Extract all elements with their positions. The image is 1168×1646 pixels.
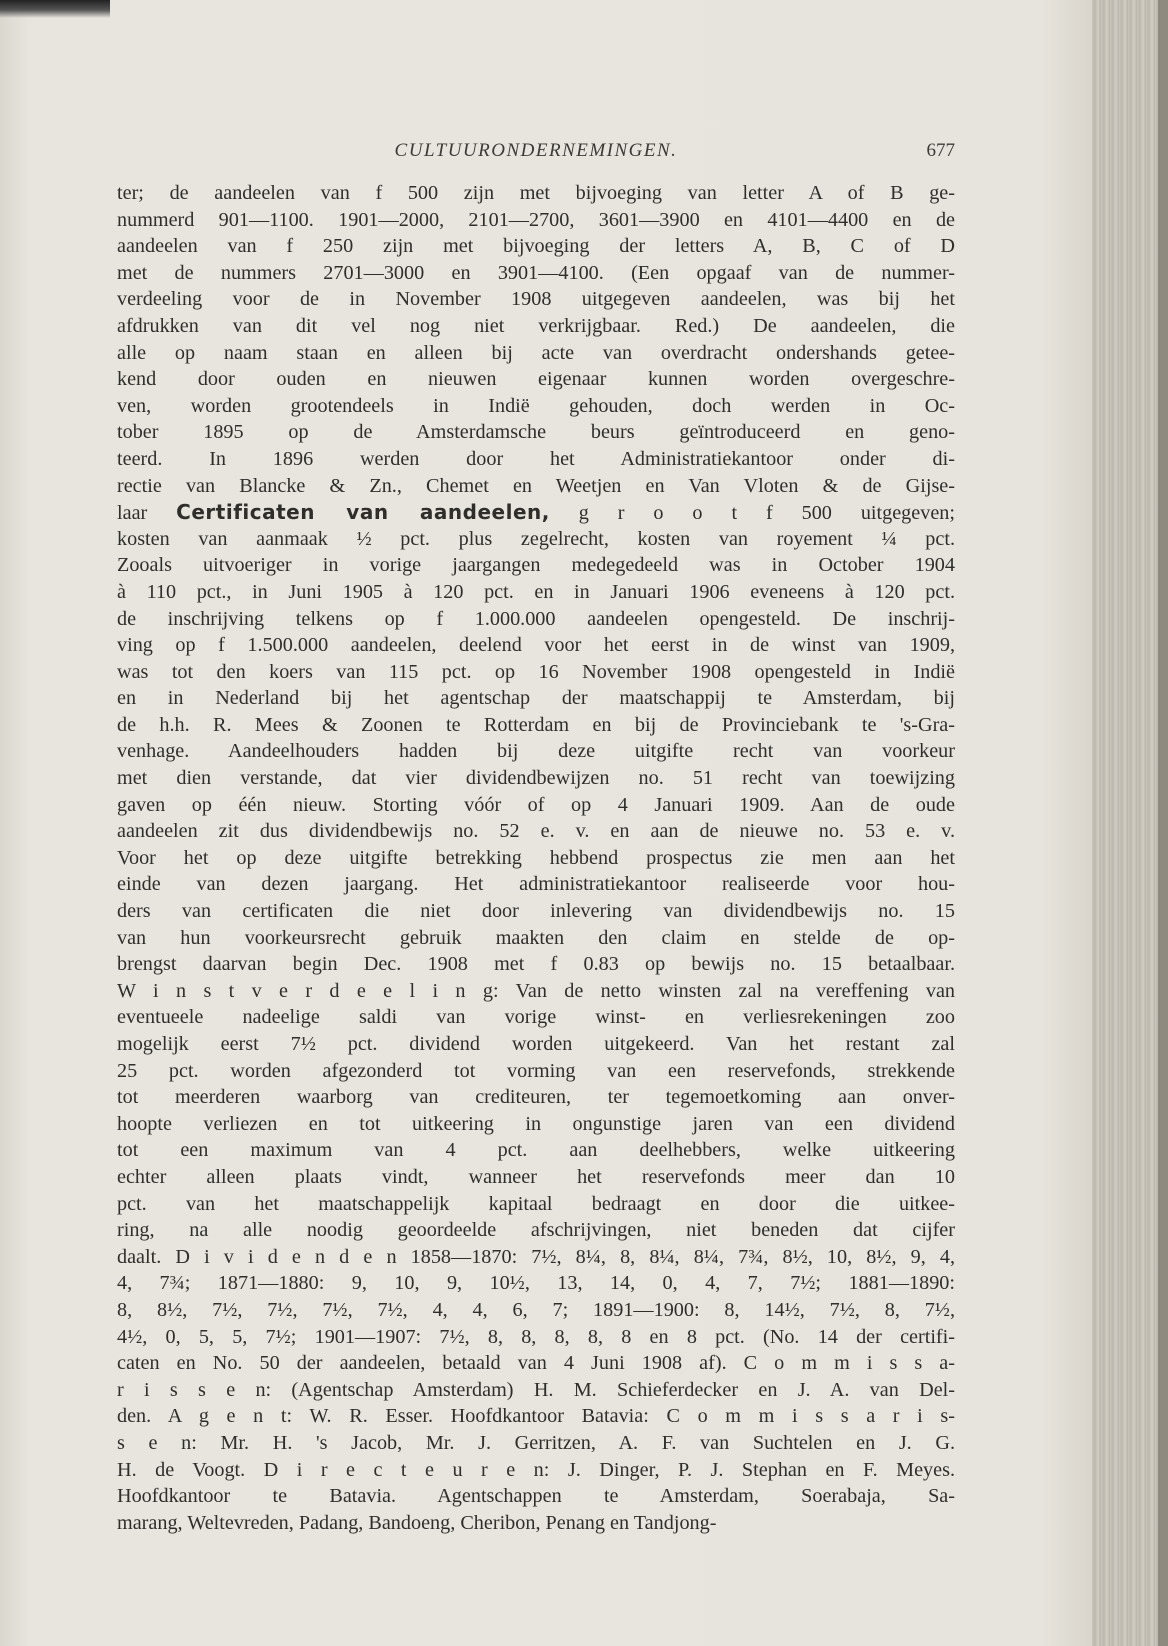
- text-line: marang, Weltevreden, Padang, Bandoeng, Cheribon, Penang en Tandjong-: [117, 1511, 717, 1534]
- text-line: daalt. D i v i d e n d e n 1858—1870: 7½, 8¼, 8, 8¼, 8¼, 7¾, 8½, 10, 8½, 9, 4,: [117, 1245, 955, 1268]
- text-line: aandeelen zit dus dividendbewijs no. 52 e. v. en aan de nieuwe no. 53 e. v.: [117, 820, 955, 843]
- text-line: met de nummers 2701—3000 en 3901—4100. (Een opgaaf van de nummer-: [117, 261, 955, 284]
- text-line: pct. van het maatschappelijk kapitaal bedraagt en door die uitkee-: [117, 1192, 955, 1215]
- text-line: brengst daarvan begin Dec. 1908 met f 0.83 op bewijs no. 15 betaalbaar.: [117, 953, 955, 976]
- running-header: [117, 140, 955, 166]
- text-line: rectie van Blancke & Zn., Chemet en Weetjen en Van Vloten & de Gijse-: [117, 474, 955, 497]
- text-line: à 110 pct., in Juni 1905 à 120 pct. en in Januari 1906 eveneens à 120 pct.: [117, 580, 955, 603]
- text-line: Voor het op deze uitgifte betrekking hebbend prospectus zie men aan het: [117, 846, 955, 869]
- text-line: gaven op één nieuw. Storting vóór of op 4 Januari 1909. Aan de oude: [117, 793, 955, 816]
- text-line: s e n: Mr. H. 's Jacob, Mr. J. Gerritzen, A. F. van Suchtelen en J. G.: [117, 1431, 955, 1454]
- text-line: 4, 7¾; 1871—1880: 9, 10, 9, 10½, 13, 14, 0, 4, 7, 7½; 1881—1890:: [117, 1272, 955, 1295]
- certificate-line-suffix: g r o o t f 500 uitgegeven;: [549, 502, 955, 525]
- text-line: de h.h. R. Mees & Zoonen te Rotterdam en bij de Provinciebank te 's-Gra-: [117, 713, 955, 736]
- text-line: van hun voorkeursrecht gebruik maakten den claim en stelde de op-: [117, 926, 955, 949]
- text-line: aandeelen van f 250 zijn met bijvoeging der letters A, B, C of D: [117, 235, 955, 258]
- text-line: was tot den koers van 115 pct. op 16 November 1908 opengesteld in Indië: [117, 660, 955, 683]
- text-line: 4½, 0, 5, 5, 7½; 1901—1907: 7½, 8, 8, 8, 8, 8 en 8 pct. (No. 14 der certifi-: [117, 1325, 955, 1348]
- text-line: kend door ouden en nieuwen eigenaar kunnen worden overgeschre-: [117, 368, 955, 391]
- text-line: r i s s e n: (Agentschap Amsterdam) H. M. Schieferdecker en J. A. van Del-: [117, 1378, 955, 1401]
- text-line: H. de Voogt. D i r e c t e u r e n: J. Dinger, P. J. Stephan en F. Meyes.: [117, 1458, 955, 1481]
- certificate-line-prefix: laar: [117, 502, 177, 525]
- text-line: tober 1895 op de Amsterdamsche beurs geïntroduceerd en geno-: [117, 421, 955, 444]
- text-line: [117, 499, 955, 526]
- text-line: venhage. Aandeelhouders hadden bij deze uitgifte recht van voorkeur: [117, 740, 955, 763]
- text-line: en in Nederland bij het agentschap der maatschappij te Amsterdam, bij: [117, 687, 955, 710]
- text-line: ven, worden grootendeels in Indië gehouden, doch werden in Oc-: [117, 394, 955, 417]
- text-line: ders van certificaten die niet door inlevering van dividendbewijs no. 15: [117, 900, 955, 923]
- certificate-heading: Certificaten van aandeelen,: [176, 500, 550, 525]
- text-line: 8, 8½, 7½, 7½, 7½, 7½, 4, 4, 6, 7; 1891—1900: 8, 14½, 7½, 8, 7½,: [117, 1298, 955, 1321]
- text-line: tot meerderen waarborg van crediteuren, ter tegemoetkoming aan onver-: [117, 1086, 955, 1109]
- text-line: met dien verstande, dat vier dividendbewijzen no. 51 recht van toewijzing: [117, 767, 955, 790]
- text-line: Hoofdkantoor te Batavia. Agentschappen te Amsterdam, Soerabaja, Sa-: [117, 1485, 955, 1508]
- page-stack-edge: [1092, 0, 1168, 1646]
- text-line: afdrukken van dit vel nog niet verkrijgbaar. Red.) De aandeelen, die: [117, 314, 955, 337]
- text-line: de inschrijving telkens op f 1.000.000 aandeelen opengesteld. De inschrij-: [117, 607, 955, 630]
- text-line: 25 pct. worden afgezonderd tot vorming van een reservefonds, strekkende: [117, 1059, 955, 1082]
- text-line: ving op f 1.500.000 aandeelen, deelend voor het eerst in de winst van 1909,: [117, 634, 955, 657]
- text-line: eventueele nadeelige saldi van vorige winst- en verliesrekeningen zoo: [117, 1006, 955, 1029]
- scan-corner-shadow: [0, 0, 110, 18]
- text-line: hoopte verliezen en tot uitkeering in ongunstige jaren van een dividend: [117, 1112, 955, 1135]
- page-number: 677: [926, 140, 955, 161]
- text-line: tot een maximum van 4 pct. aan deelhebbers, welke uitkeering: [117, 1139, 955, 1162]
- text-line: verdeeling voor de in November 1908 uitgegeven aandeelen, was bij het: [117, 288, 955, 311]
- running-title: CULTUURONDERNEMINGEN.: [394, 140, 678, 161]
- text-line: ring, na alle noodig geoordeelde afschrijvingen, niet beneden dat cijfer: [117, 1219, 955, 1242]
- text-line: mogelijk eerst 7½ pct. dividend worden uitgekeerd. Van het restant zal: [117, 1033, 955, 1055]
- text-line: ter; de aandeelen van f 500 zijn met bijvoeging van letter A of B ge-: [117, 182, 955, 204]
- text-line: alle op naam staan en alleen bij acte van overdracht ondershands getee-: [117, 341, 955, 364]
- text-line: nummerd 901—1100. 1901—2000, 2101—2700, 3601—3900 en 4101—4400 en de: [117, 208, 955, 231]
- text-line: Zooals uitvoeriger in vorige jaargangen medegedeeld was in October 1904: [117, 554, 955, 577]
- article-body: [117, 180, 955, 1595]
- text-line: den. A g e n t: W. R. Esser. Hoofdkantoor Batavia: C o m m i s s a r i s-: [117, 1405, 955, 1428]
- text-line: teerd. In 1896 werden door het Administratiekantoor onder di-: [117, 447, 955, 470]
- text-line: echter alleen plaats vindt, wanneer het reservefonds meer dan 10: [117, 1165, 955, 1188]
- text-line: einde van dezen jaargang. Het administratiekantoor realiseerde voor hou-: [117, 873, 955, 896]
- text-line: W i n s t v e r d e e l i n g: Van de netto winsten zal na vereffening van: [117, 979, 955, 1002]
- text-line: kosten van aanmaak ½ pct. plus zegelrecht, kosten van royement ¼ pct.: [117, 527, 955, 550]
- text-line: caten en No. 50 der aandeelen, betaald van 4 Juni 1908 af). C o m m i s s a-: [117, 1352, 955, 1375]
